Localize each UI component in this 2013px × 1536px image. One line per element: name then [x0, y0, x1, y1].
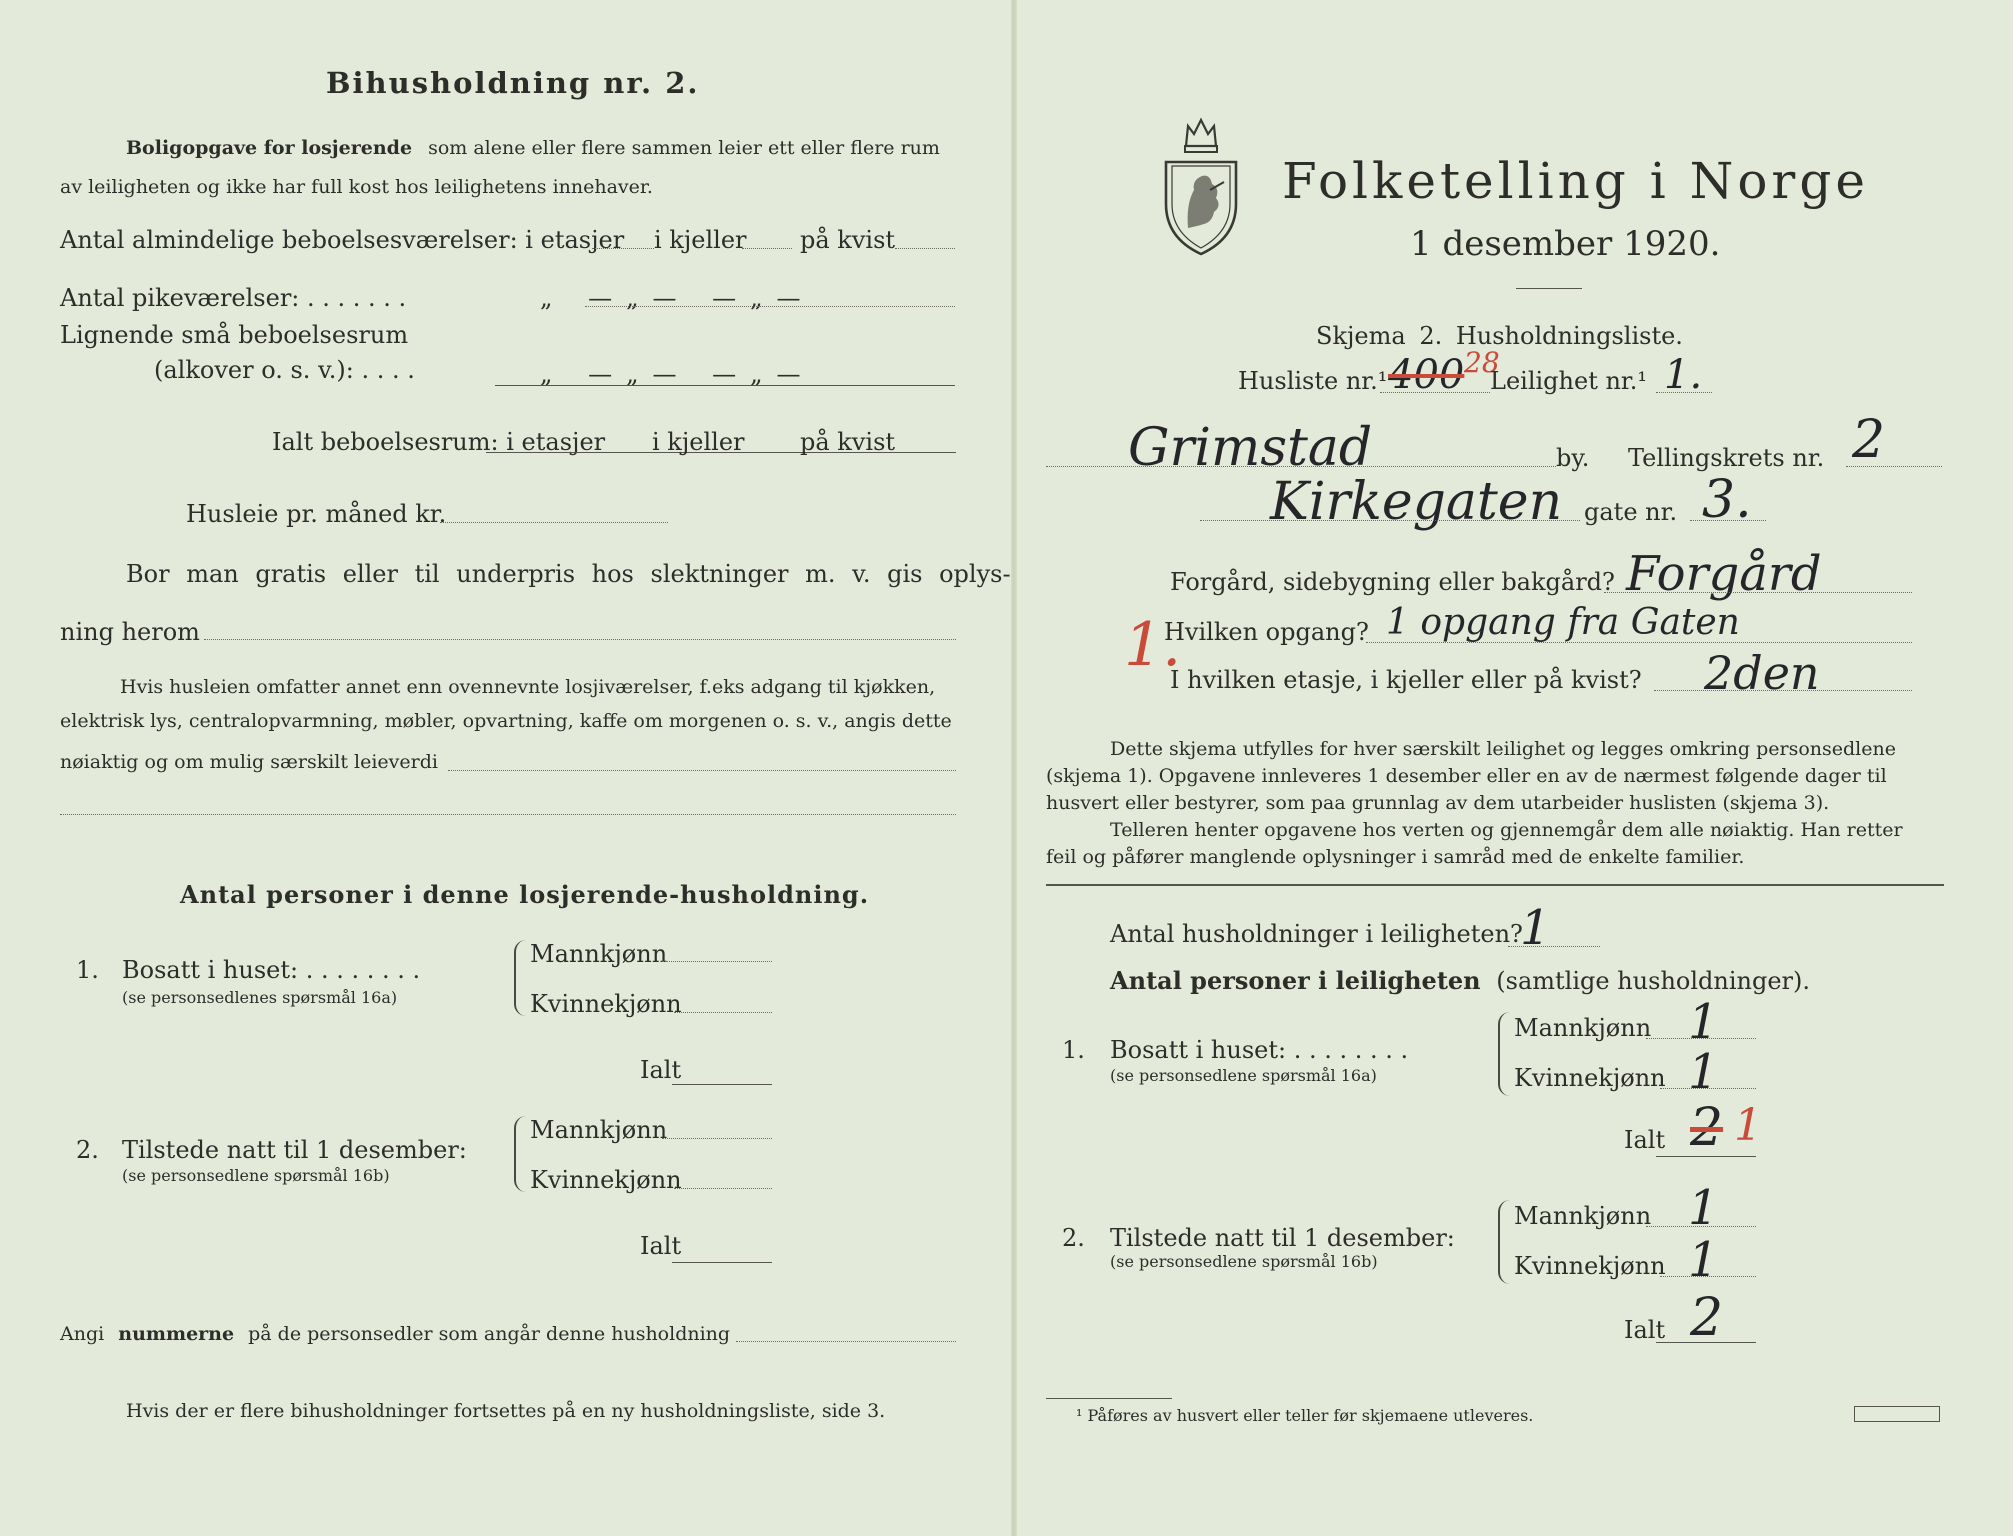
city-field[interactable] — [1046, 466, 1556, 467]
right-q1-ialt-value[interactable]: 2 — [1690, 1098, 1724, 1158]
forgard-label: Forgård, sidebygning eller bakgård? — [1170, 568, 1615, 596]
lignende-line-1: Lignende små beboelsesrum — [60, 321, 409, 349]
left-q2-mann-label: Mannkjønn — [530, 1116, 668, 1144]
hvis-line-3: nøiaktig og om mulig særskilt leieverdi — [60, 751, 438, 773]
left-q1-ialt-label: Ialt — [640, 1056, 682, 1084]
right-q2-mann-field[interactable] — [1646, 1226, 1756, 1227]
right-q2-brace — [1498, 1200, 1510, 1284]
right-q1-brace — [1498, 1012, 1510, 1096]
husliste-label: Husliste nr.¹ — [1238, 367, 1388, 395]
right-q2-mann-label: Mannkjønn — [1514, 1202, 1652, 1230]
left-q1-kvinne-label: Kvinnekjønn — [530, 990, 682, 1018]
left-q2-sub: (se personsedlene spørsmål 16b) — [122, 1166, 390, 1185]
right-q1-kvinne-field[interactable] — [1660, 1088, 1756, 1089]
husliste-value[interactable]: 400 — [1388, 352, 1465, 398]
antal-pers-line: Antal personer i leiligheten (samtlige husholdninger). — [1110, 966, 1811, 995]
left-q2-mann-field[interactable] — [662, 1138, 772, 1139]
right-q1-ialt-label: Ialt — [1624, 1126, 1666, 1154]
right-q1-label: Bosatt i huset: . . . . . . . . — [1110, 1036, 1409, 1064]
pike-field[interactable] — [585, 306, 955, 307]
antal-hush-value[interactable]: 1 — [1520, 900, 1551, 956]
opgang-value[interactable]: 1 opgang fra Gaten — [1386, 602, 1740, 643]
right-q2-sub: (se personsedlene spørsmål 16b) — [1110, 1252, 1378, 1271]
husliste-field[interactable] — [1380, 392, 1490, 393]
left-q2-kvinne-label: Kvinnekjønn — [530, 1166, 682, 1194]
right-q1-ialt-field[interactable] — [1656, 1156, 1756, 1157]
rooms-kvist-field[interactable] — [895, 248, 955, 249]
left-q2-brace — [514, 1116, 526, 1192]
instr-line-5: feil og påfører manglende oplysninger i samråd med de enkelte familier. — [1046, 846, 1745, 868]
angi-field[interactable] — [736, 1341, 956, 1342]
leilighet-field[interactable] — [1656, 392, 1712, 393]
right-q1-ialt-red-correction: 1 — [1734, 1100, 1762, 1151]
leilighet-label: Leilighet nr.¹ — [1490, 367, 1648, 395]
left-q2-num: 2. — [76, 1136, 99, 1164]
left-q1-label: Bosatt i huset: . . . . . . . . — [122, 956, 421, 984]
page-fold — [1011, 0, 1017, 1536]
tellingskrets-value[interactable]: 2 — [1852, 410, 1886, 470]
right-q1-sub: (se personsedlene spørsmål 16a) — [1110, 1066, 1377, 1085]
right-q1-kvinne-value[interactable]: 1 — [1688, 1044, 1719, 1100]
right-title: Folketelling i Norge — [1282, 152, 1869, 210]
angi-line: Angi nummerne på de personsedler som angår denne husholdning — [60, 1323, 731, 1345]
pike-marks: „ —„— —„— — [540, 284, 815, 312]
opgang-label: Hvilken opgang? — [1164, 618, 1369, 646]
instr-line-2: (skjema 1). Opgavene innleveres 1 desember eller en av de nærmest følgende dager til — [1046, 765, 1887, 787]
intro-line-2: av leiligheten og ikke har full kost hos leilighetens innehaver. — [60, 176, 653, 198]
right-q2-ialt-label: Ialt — [1624, 1316, 1666, 1344]
forgard-value[interactable]: Forgård — [1626, 546, 1822, 602]
instr-line-4: Telleren henter opgavene hos verten og gjennemgår dem alle nøiaktig. Han retter — [1110, 819, 1903, 841]
left-q1-num: 1. — [76, 956, 99, 984]
etasje-value[interactable]: 2den — [1704, 646, 1820, 700]
norwegian-coat-of-arms-icon — [1158, 108, 1244, 258]
etasje-label: I hvilken etasje, i kjeller eller på kvist? — [1170, 666, 1642, 694]
rooms-etasjer-field[interactable] — [592, 248, 654, 249]
street-field[interactable] — [1200, 520, 1580, 521]
right-q1-mann-field[interactable] — [1646, 1038, 1756, 1039]
lignende-field[interactable] — [495, 385, 955, 386]
left-q2-ialt-field[interactable] — [672, 1262, 772, 1263]
lignende-line-2: (alkover o. s. v.): . . . . — [154, 356, 415, 384]
ialt-kvist-label: på kvist — [800, 428, 896, 456]
margin-red-mark: 1. — [1124, 610, 1182, 680]
intro-line-1: Boligopgave for losjerende som alene eller flere sammen leier ett eller flere rum — [126, 137, 940, 159]
lignende-marks: „ —„— —„— — [540, 360, 815, 388]
left-title: Bihusholdning nr. 2. — [326, 66, 700, 100]
right-q1-mann-label: Mannkjønn — [1514, 1014, 1652, 1042]
left-q1-ialt-field[interactable] — [672, 1084, 772, 1085]
tellingskrets-label: Tellingskrets nr. — [1628, 444, 1825, 472]
gate-field[interactable] — [1690, 520, 1766, 521]
right-q2-ialt-value[interactable]: 2 — [1690, 1288, 1724, 1348]
right-q2-ialt-field[interactable] — [1656, 1342, 1756, 1343]
hvis-line-1: Hvis husleien omfatter annet enn ovennevnte losjiværelser, f.eks adgang til kjøkken, — [120, 676, 936, 698]
bor-line-2: ning herom — [60, 618, 200, 646]
left-q2-kvinne-field[interactable] — [674, 1188, 772, 1189]
instr-line-3: husvert eller bestyrer, som paa grunnlag av dem utarbeider huslisten (skjema 3). — [1046, 792, 1830, 814]
census-date: 1 desember 1920. — [1410, 224, 1721, 264]
hvis-line-2: elektrisk lys, centralopvarmning, møbler, opvartning, kaffe om morgenen o. s. v., angis dette — [60, 710, 952, 732]
gate-value[interactable]: 3. — [1702, 470, 1752, 530]
gate-label: gate nr. — [1584, 498, 1678, 526]
left-q1-mann-label: Mannkjønn — [530, 940, 668, 968]
printer-stamp — [1854, 1406, 1940, 1422]
opgang-field[interactable] — [1366, 642, 1912, 643]
right-q2-num: 2. — [1062, 1224, 1085, 1252]
tellingskrets-field[interactable] — [1846, 466, 1942, 467]
left-q2-ialt-label: Ialt — [640, 1232, 682, 1260]
husliste-red-correction: 28 — [1464, 346, 1500, 379]
left-q1-kvinne-field[interactable] — [674, 1012, 772, 1013]
leieverdi-field[interactable] — [448, 770, 956, 771]
husleie-label: Husleie pr. måned kr. — [186, 500, 447, 528]
skjema-label: Skjema 2. Husholdningsliste. — [1316, 322, 1683, 350]
bor-line-1: Bor man gratis eller til underpris hos slektninger m. v. gis oplys- — [126, 560, 1011, 588]
right-q1-num: 1. — [1062, 1036, 1085, 1064]
left-q1-mann-field[interactable] — [662, 961, 772, 962]
antal-hush-field[interactable] — [1508, 946, 1600, 947]
footnote: ¹ Påføres av husvert eller teller før skjemaene utleveres. — [1076, 1406, 1534, 1425]
left-q2-label: Tilstede natt til 1 desember: — [122, 1136, 467, 1164]
left-footer: Hvis der er flere bihusholdninger fortsettes på en ny husholdningsliste, side 3. — [126, 1400, 886, 1422]
leieverdi-field-2[interactable] — [60, 814, 956, 815]
rooms-kjeller-field[interactable] — [742, 248, 792, 249]
street-value[interactable]: Kirkegaten — [1270, 472, 1563, 532]
city-value[interactable]: Grimstad — [1128, 418, 1373, 478]
bor-field[interactable] — [204, 639, 956, 640]
left-antal-heading: Antal personer i denne losjerende-husholdning. — [180, 880, 870, 909]
leilighet-value[interactable]: 1. — [1664, 352, 1703, 398]
antal-hush-label: Antal husholdninger i leiligheten? — [1110, 920, 1523, 948]
forgard-field[interactable] — [1604, 592, 1912, 593]
title-rule — [1516, 288, 1582, 289]
footnote-rule — [1046, 1398, 1172, 1399]
etasje-field[interactable] — [1654, 690, 1912, 691]
right-q2-kvinne-field[interactable] — [1660, 1276, 1756, 1277]
right-q1-mann-value[interactable]: 1 — [1688, 994, 1719, 1050]
ialt-rooms-label: Ialt beboelsesrum: i etasjer — [272, 428, 606, 456]
right-q2-label: Tilstede natt til 1 desember: — [1110, 1224, 1455, 1252]
by-label: by. — [1556, 444, 1590, 472]
pike-label: Antal pikeværelser: . . . . . . . — [60, 284, 407, 312]
ialt-kjeller-label: i kjeller — [652, 428, 745, 456]
left-q1-sub: (se personsedlenes spørsmål 16a) — [122, 988, 398, 1007]
right-q1-kvinne-label: Kvinnekjønn — [1514, 1064, 1666, 1092]
right-q2-kvinne-value[interactable]: 1 — [1688, 1232, 1719, 1288]
rooms-kvist-label: på kvist — [800, 226, 896, 254]
instr-rule — [1046, 884, 1944, 886]
husleie-field[interactable] — [440, 522, 668, 523]
left-q1-brace — [514, 940, 526, 1016]
instr-line-1: Dette skjema utfylles for hver særskilt leilighet og legges omkring personsedlene — [1110, 738, 1896, 760]
rooms-label: Antal almindelige beboelsesværelser: i etasjer — [60, 226, 625, 254]
right-q2-mann-value[interactable]: 1 — [1688, 1180, 1719, 1236]
rooms-kjeller-label: i kjeller — [654, 226, 747, 254]
right-q2-kvinne-label: Kvinnekjønn — [1514, 1252, 1666, 1280]
